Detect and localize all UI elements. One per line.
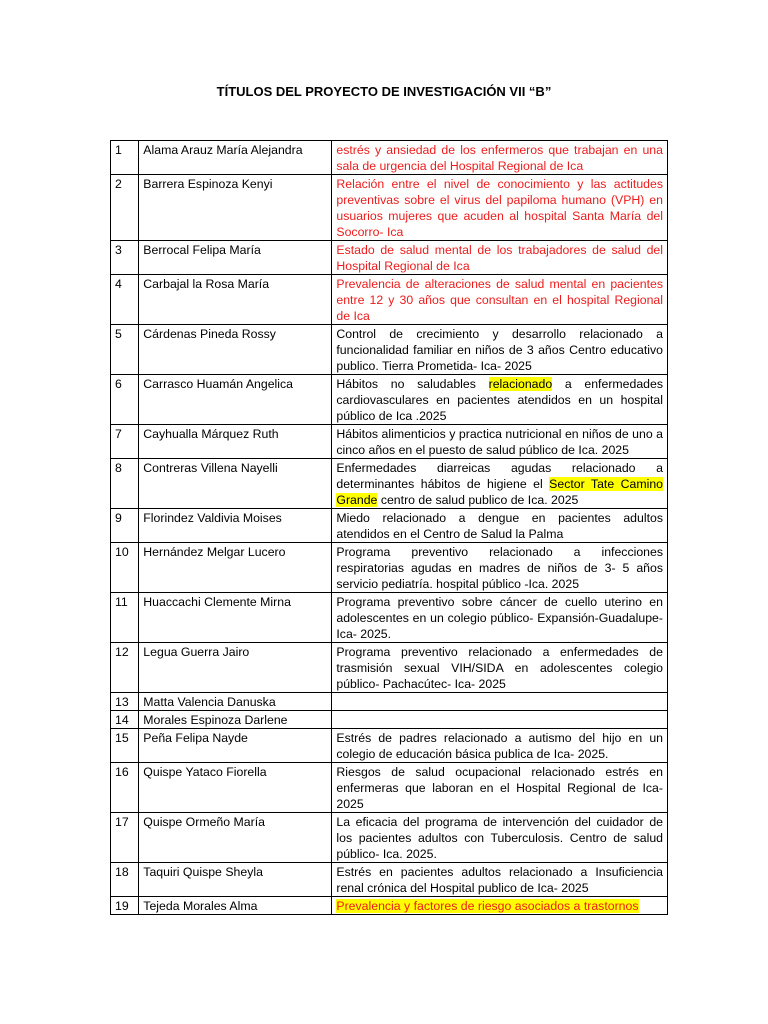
project-title: Programa preventivo relacionado a infecciones respiratorias agudas en madres de niños de 3- 5 años servicio pediatría. hospital público -Ica. 2025 — [332, 543, 668, 593]
table-row — [111, 425, 668, 459]
row-number: 7 — [111, 425, 139, 459]
table-row — [111, 325, 668, 375]
project-title: Miedo relacionado a dengue en pacientes adultos atendidos en el Centro de Salud la Palma — [332, 509, 668, 543]
row-number: 9 — [111, 509, 139, 543]
project-title-text: a enfermedades cardiovasculares en pacientes atendidos en un hospital público de Ica .2025 — [336, 377, 663, 423]
student-name: Matta Valencia Danuska — [139, 693, 332, 711]
project-title — [332, 897, 668, 915]
row-number: 17 — [111, 813, 139, 863]
project-title: Riesgos de salud ocupacional relacionado estrés en enfermeras que laboran en el Hospital Regional de Ica- 2025 — [332, 763, 668, 813]
student-name: Quispe Yataco Fiorella — [139, 763, 332, 813]
student-name: Alama Arauz María Alejandra — [139, 141, 332, 175]
table-row — [111, 275, 668, 325]
table-row — [111, 543, 668, 593]
project-title: Programa preventivo sobre cáncer de cuello uterino en adolescentes en un colegio público- Expansión-Guadalupe-Ica- 2025. — [332, 593, 668, 643]
table-row — [111, 593, 668, 643]
highlighted-text: relacionado — [488, 377, 553, 391]
row-number: 11 — [111, 593, 139, 643]
titles-table — [110, 140, 668, 915]
student-name: Carbajal la Rosa María — [139, 275, 332, 325]
project-title-text: centro de salud publico de Ica. 2025 — [377, 493, 579, 507]
table-row — [111, 813, 668, 863]
table-row — [111, 863, 668, 897]
student-name: Florindez Valdivia Moises — [139, 509, 332, 543]
row-number: 8 — [111, 459, 139, 509]
document-title: TÍTULOS DEL PROYECTO DE INVESTIGACIÓN VII “B” — [216, 84, 552, 99]
table-row — [111, 375, 668, 425]
student-name: Taquiri Quispe Sheyla — [139, 863, 332, 897]
row-number: 14 — [111, 711, 139, 729]
project-title: La eficacia del programa de intervención del cuidador de los pacientes adultos con Tuberculosis. Centro de salud público- Ica. 2025. — [332, 813, 668, 863]
table-row — [111, 175, 668, 241]
table-row — [111, 241, 668, 275]
highlighted-text: Prevalencia y factores de riesgo asociados a trastornos — [336, 899, 639, 913]
row-number: 10 — [111, 543, 139, 593]
project-title: Prevalencia de alteraciones de salud mental en pacientes entre 12 y 30 años que consultan en el hospital Regional de Ica — [332, 275, 668, 325]
table-row — [111, 643, 668, 693]
row-number: 18 — [111, 863, 139, 897]
project-title: Hábitos alimenticios y practica nutricional en niños de uno a cinco años en el puesto de salud público de Ica. 2025 — [332, 425, 668, 459]
student-name: Cárdenas Pineda Rossy — [139, 325, 332, 375]
project-title — [332, 693, 668, 711]
project-title — [332, 375, 668, 425]
table-row — [111, 897, 668, 915]
row-number: 6 — [111, 375, 139, 425]
project-title-text: Enfermedades diarreicas agudas relacionado a determinantes hábitos de higiene el — [336, 461, 663, 491]
row-number: 19 — [111, 897, 139, 915]
table-row — [111, 729, 668, 763]
project-title: estrés y ansiedad de los enfermeros que trabajan en una sala de urgencia del Hospital Regional de Ica — [332, 141, 668, 175]
project-title: Relación entre el nivel de conocimiento y las actitudes preventivas sobre el virus del papiloma humano (VPH) en usuarios mujeres que acuden al hospital Santa María del Socorro- Ica — [332, 175, 668, 241]
project-title: Estado de salud mental de los trabajadores de salud del Hospital Regional de Ica — [332, 241, 668, 275]
table-row — [111, 763, 668, 813]
table-row — [111, 711, 668, 729]
project-title: Estrés en pacientes adultos relacionado a Insuficiencia renal crónica del Hospital publico de Ica- 2025 — [332, 863, 668, 897]
row-number: 12 — [111, 643, 139, 693]
project-title: Programa preventivo relacionado a enfermedades de trasmisión sexual VIH/SIDA en adolescentes colegio público- Pachacútec- Ica- 2025 — [332, 643, 668, 693]
student-name: Huaccachi Clemente Mirna — [139, 593, 332, 643]
table-row — [111, 141, 668, 175]
project-title: Control de crecimiento y desarrollo relacionado a funcionalidad familiar en niños de 3 años Centro educativo publico. Tierra Prometida- Ica- 2025 — [332, 325, 668, 375]
table-row — [111, 509, 668, 543]
project-title — [332, 711, 668, 729]
student-name: Legua Guerra Jairo — [139, 643, 332, 693]
table-row — [111, 459, 668, 509]
student-name: Tejeda Morales Alma — [139, 897, 332, 915]
row-number: 2 — [111, 175, 139, 241]
student-name: Cayhualla Márquez Ruth — [139, 425, 332, 459]
student-name: Berrocal Felipa María — [139, 241, 332, 275]
row-number: 15 — [111, 729, 139, 763]
project-title-text: Hábitos no saludables — [336, 377, 489, 391]
table-row — [111, 693, 668, 711]
student-name: Carrasco Huamán Angelica — [139, 375, 332, 425]
student-name: Barrera Espinoza Kenyi — [139, 175, 332, 241]
row-number: 3 — [111, 241, 139, 275]
row-number: 4 — [111, 275, 139, 325]
project-title: Estrés de padres relacionado a autismo del hijo en un colegio de educación básica publica de Ica- 2025. — [332, 729, 668, 763]
highlighted-text: Sector Tate Camino Grande — [336, 477, 664, 507]
row-number: 1 — [111, 141, 139, 175]
student-name: Peña Felipa Nayde — [139, 729, 332, 763]
row-number: 5 — [111, 325, 139, 375]
student-name: Morales Espinoza Darlene — [139, 711, 332, 729]
project-title — [332, 459, 668, 509]
row-number: 13 — [111, 693, 139, 711]
row-number: 16 — [111, 763, 139, 813]
student-name: Hernández Melgar Lucero — [139, 543, 332, 593]
student-name: Contreras Villena Nayelli — [139, 459, 332, 509]
student-name: Quispe Ormeño María — [139, 813, 332, 863]
